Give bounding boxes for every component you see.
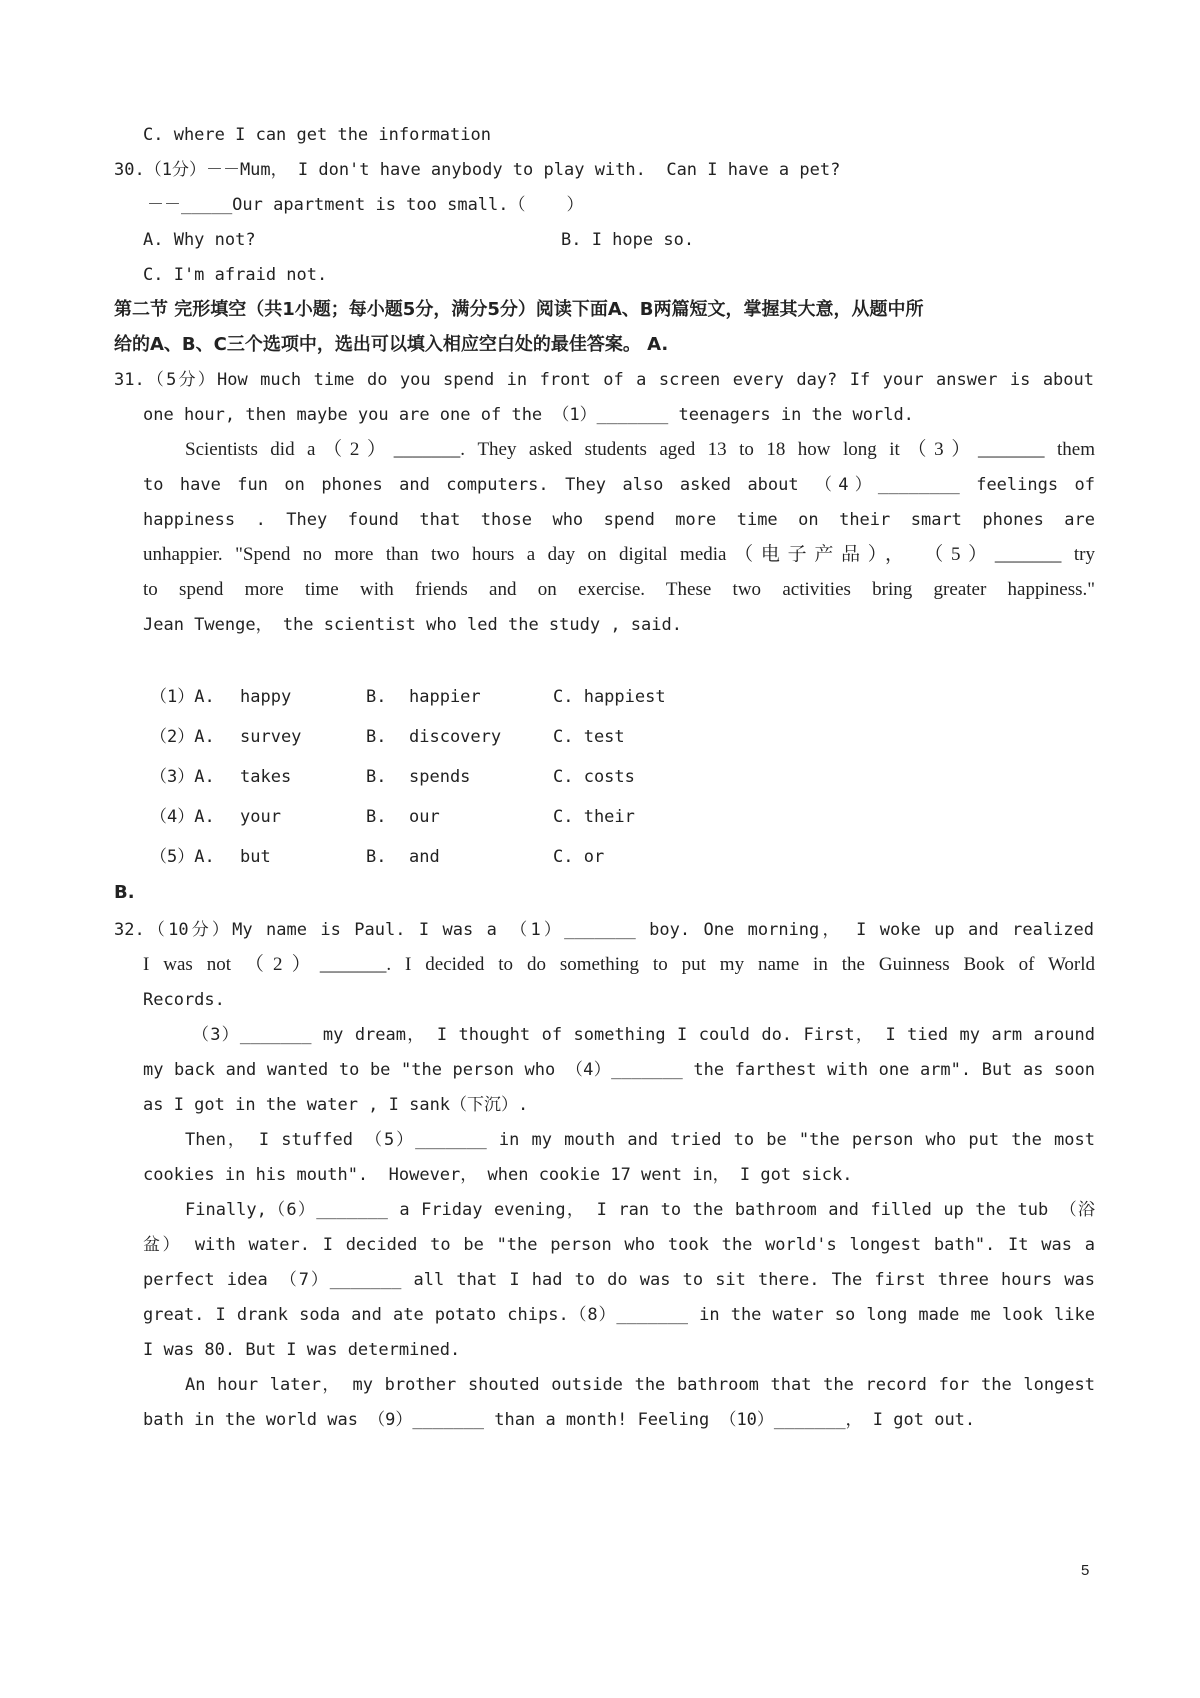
q30-option-c: C. I'm afraid not. (143, 265, 328, 285)
q31-line: Jean Twenge， the scientist who led the study , said. (143, 615, 682, 635)
option-c: C. their (553, 807, 635, 827)
option-c: C. test (553, 727, 625, 747)
option-a: your (240, 807, 281, 827)
q32-line: Then， I stuffed （5）_______ in my mouth and tried to be "the person who put the most (185, 1130, 1095, 1150)
section-header-line2: 给的A、B、C三个选项中，选出可以填入相应空白处的最佳答案。 A. (114, 334, 669, 355)
q31-line: to have fun on phones and computers. They also asked about （4）________ feelings of (143, 475, 1095, 495)
option-b-letter: B. (366, 727, 387, 747)
q32-line: I was not （2）_______. I decided to do something to put my name in the Guinness Book of World (143, 954, 1095, 975)
option-c: C. costs (553, 767, 635, 787)
option-a: takes (240, 767, 292, 787)
q32-line: my back and wanted to be "the person who （4）_______ the farthest with one arm". But as soon (143, 1060, 1095, 1080)
option-b-letter: B. (366, 847, 387, 867)
q32-line: as I got in the water , I sank（下沉）. (143, 1095, 529, 1115)
option-c: C. or (553, 847, 605, 867)
q31-line: unhappier. "Spend no more than two hours a day on digital media（电子产品）， （5）_______ try (143, 544, 1095, 565)
option-number: （5）A. (150, 847, 215, 867)
q30-option-a: A. Why not? (143, 230, 256, 250)
option-b-letter: B. (366, 807, 387, 827)
option-b: spends (409, 767, 471, 787)
q32-line: 盆） with water. I decided to be "the person who took the world's longest bath". It was a (143, 1235, 1095, 1255)
option-b-letter: B. (366, 687, 387, 707)
q31-line: to spend more time with friends and on exercise. These two activities bring greater happiness." (143, 579, 1095, 600)
option-b: our (409, 807, 440, 827)
option-a: but (240, 847, 271, 867)
q31-line: Scientists did a（2）_______. They asked students aged 13 to 18 how long it（3）_______ them (185, 439, 1095, 460)
q32-line: bath in the world was （9）_______ than a month! Feeling （10）_______， I got out. (143, 1410, 976, 1430)
option-number: （3）A. (150, 767, 215, 787)
q31-line: happiness . They found that those who spend more time on their smart phones are (143, 510, 1095, 530)
q32-line: An hour later， my brother shouted outside the bathroom that the record for the longest (185, 1375, 1095, 1395)
q30-stem: 30.（1分）－－Mum， I don't have anybody to play with. Can I have a pet? (114, 160, 841, 180)
option-b: discovery (409, 727, 502, 747)
q29-option-c: C. where I can get the information (143, 125, 491, 145)
q31-line: one hour, then maybe you are one of the （1）_______ teenagers in the world. (143, 405, 914, 425)
option-number: （2）A. (150, 727, 215, 747)
option-b: happier (409, 687, 481, 707)
q32-line: cookies in his mouth". However， when cookie 17 went in， I got sick. (143, 1165, 853, 1185)
q32-line: great. I drank soda and ate potato chips.（8）_______ in the water so long made me look like (143, 1305, 1095, 1325)
q30-line2: －－_____Our apartment is too small.（ ） (147, 195, 584, 215)
option-b: and (409, 847, 440, 867)
q32-line: I was 80. But I was determined. (143, 1340, 461, 1360)
q30-option-b: B. I hope so. (561, 230, 695, 250)
option-number: （1）A. (150, 687, 215, 707)
q32-line: （3）_______ my dream， I thought of something I could do. First， I tied my arm around (192, 1025, 1095, 1045)
option-number: （4）A. (150, 807, 215, 827)
q32-line: 32.（10分）My name is Paul. I was a （1）_______ boy. One morning， I woke up and realized (114, 920, 1094, 940)
q32-line: Finally,（6）_______ a Friday evening， I ran to the bathroom and filled up the tub （浴 (185, 1200, 1095, 1220)
page-number: 5 (1081, 1562, 1090, 1579)
q31-line: 31.（5分）How much time do you spend in front of a screen every day? If your answer is about (114, 370, 1094, 390)
q32-line: Records. (143, 990, 225, 1010)
option-a: survey (240, 727, 302, 747)
q32-line: perfect idea （7）_______ all that I had to do was to sit there. The first three hours was (143, 1270, 1095, 1290)
section-header-line1: 第二节 完形填空（共1小题；每小题5分，满分5分）阅读下面A、B两篇短文，掌握其大意，从题中所 (114, 299, 924, 320)
option-c: C. happiest (553, 687, 666, 707)
section-b-label: B. (114, 882, 135, 903)
option-b-letter: B. (366, 767, 387, 787)
option-a: happy (240, 687, 292, 707)
